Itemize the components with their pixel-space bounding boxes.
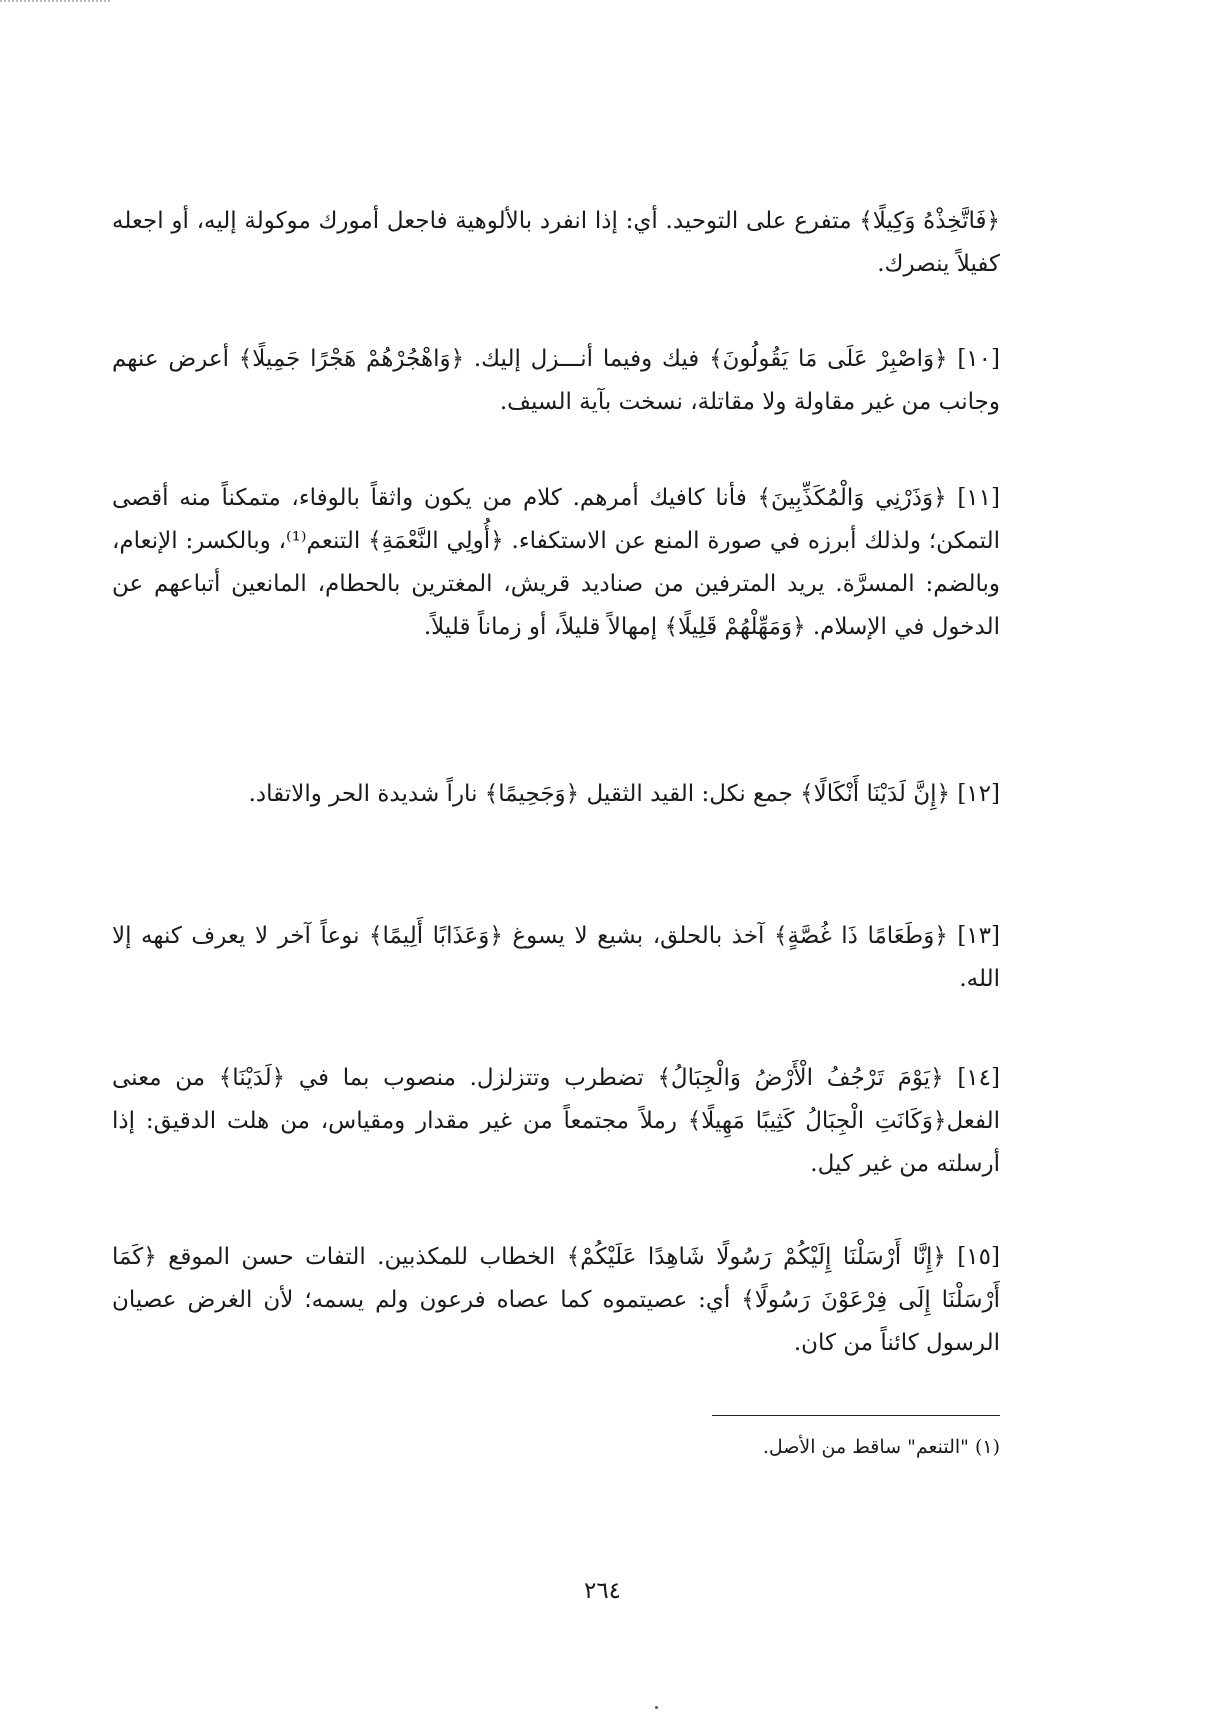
- footnote-separator: [712, 1415, 1000, 1416]
- paragraph-verse-12: [١٢] ﴿إِنَّ لَدَيْنَا أَنْكَالًا﴾ جمع نكل: القيد الثقيل ﴿وَجَحِيمًا﴾ ناراً شديدة الحر والاتقاد.: [248, 781, 1000, 807]
- scan-corner-marks: [0, 0, 110, 6]
- footnote-1: (١) "التنعم" ساقط من الأصل.: [762, 1436, 1000, 1458]
- scan-dot: [655, 1706, 658, 1709]
- paragraph-verse-11: [١١] ﴿وَذَرْنِي وَالْمُكَذِّبِينَ﴾ فأنا كافيك أمرهم. كلام من يكون واثقاً بالوفاء، متمكناً منه أقصى التمكن؛ ولذلك أبرزه في صورة المنع عن الاستكفاء. ﴿أُولِي النَّعْمَةِ﴾ التنعم⁽¹⁾، وبالكسر: الإنعام، وبالضم: المسرَّة. يريد المترفين من صناديد قريش، المغترين بالحطام، المانعين أتباعهم عن الدخول في الإسلام. ﴿وَمَهِّلْهُمْ قَلِيلًا﴾ إمهالاً قليلاً، أو زماناً قليلاً.: [112, 485, 1000, 640]
- paragraph-verse-13: [١٣] ﴿وَطَعَامًا ذَا غُصَّةٍ﴾ آخذ بالحلق، بشيع لا يسوغ ﴿وَعَذَابًا أَلِيمًا﴾ نوعاً آخر لا يعرف كنهه إلا الله.: [112, 923, 1000, 992]
- paragraph-verse-15: [١٥] ﴿إِنَّا أَرْسَلْنَا إِلَيْكُمْ رَسُولًا شَاهِدًا عَلَيْكُمْ﴾ الخطاب للمكذبين. التفات حسن الموقع ﴿كَمَا أَرْسَلْنَا إِلَى فِرْعَوْنَ رَسُولًا﴾ أي: عصيتموه كما عصاه فرعون ولم يسمه؛ لأن الغرض عصيان الرسول كائناً من كان.: [112, 1244, 1000, 1356]
- paragraph-intro: ﴿فَاتَّخِذْهُ وَكِيلًا﴾ متفرع على التوحيد. أي: إذا انفرد بالألوهية فاجعل أمورك موكولة إليه، أو اجعله كفيلاً ينصرك.: [112, 208, 1000, 277]
- page-number: ٢٦٤: [583, 1578, 622, 1604]
- paragraph-verse-14: [١٤] ﴿يَوْمَ تَرْجُفُ الْأَرْضُ وَالْجِبَالُ﴾ تضطرب وتتزلزل. منصوب بما في ﴿لَدَيْنَا﴾ من معنى الفعل﴿وَكَانَتِ الْجِبَالُ كَثِيبًا مَهِيلًا﴾ رملاً مجتمعاً من غير مقدار ومقياس، من هلت الدقيق: إذا أرسلته من غير كيل.: [112, 1065, 1000, 1177]
- paragraph-verse-10: [١٠] ﴿وَاصْبِرْ عَلَى مَا يَقُولُونَ﴾ فيك وفيما أنـــزل إليك. ﴿وَاهْجُرْهُمْ هَجْرًا جَمِيلًا﴾ أعرض عنهم وجانب من غير مقاولة ولا مقاتلة، نسخت بآية السيف.: [112, 346, 1000, 415]
